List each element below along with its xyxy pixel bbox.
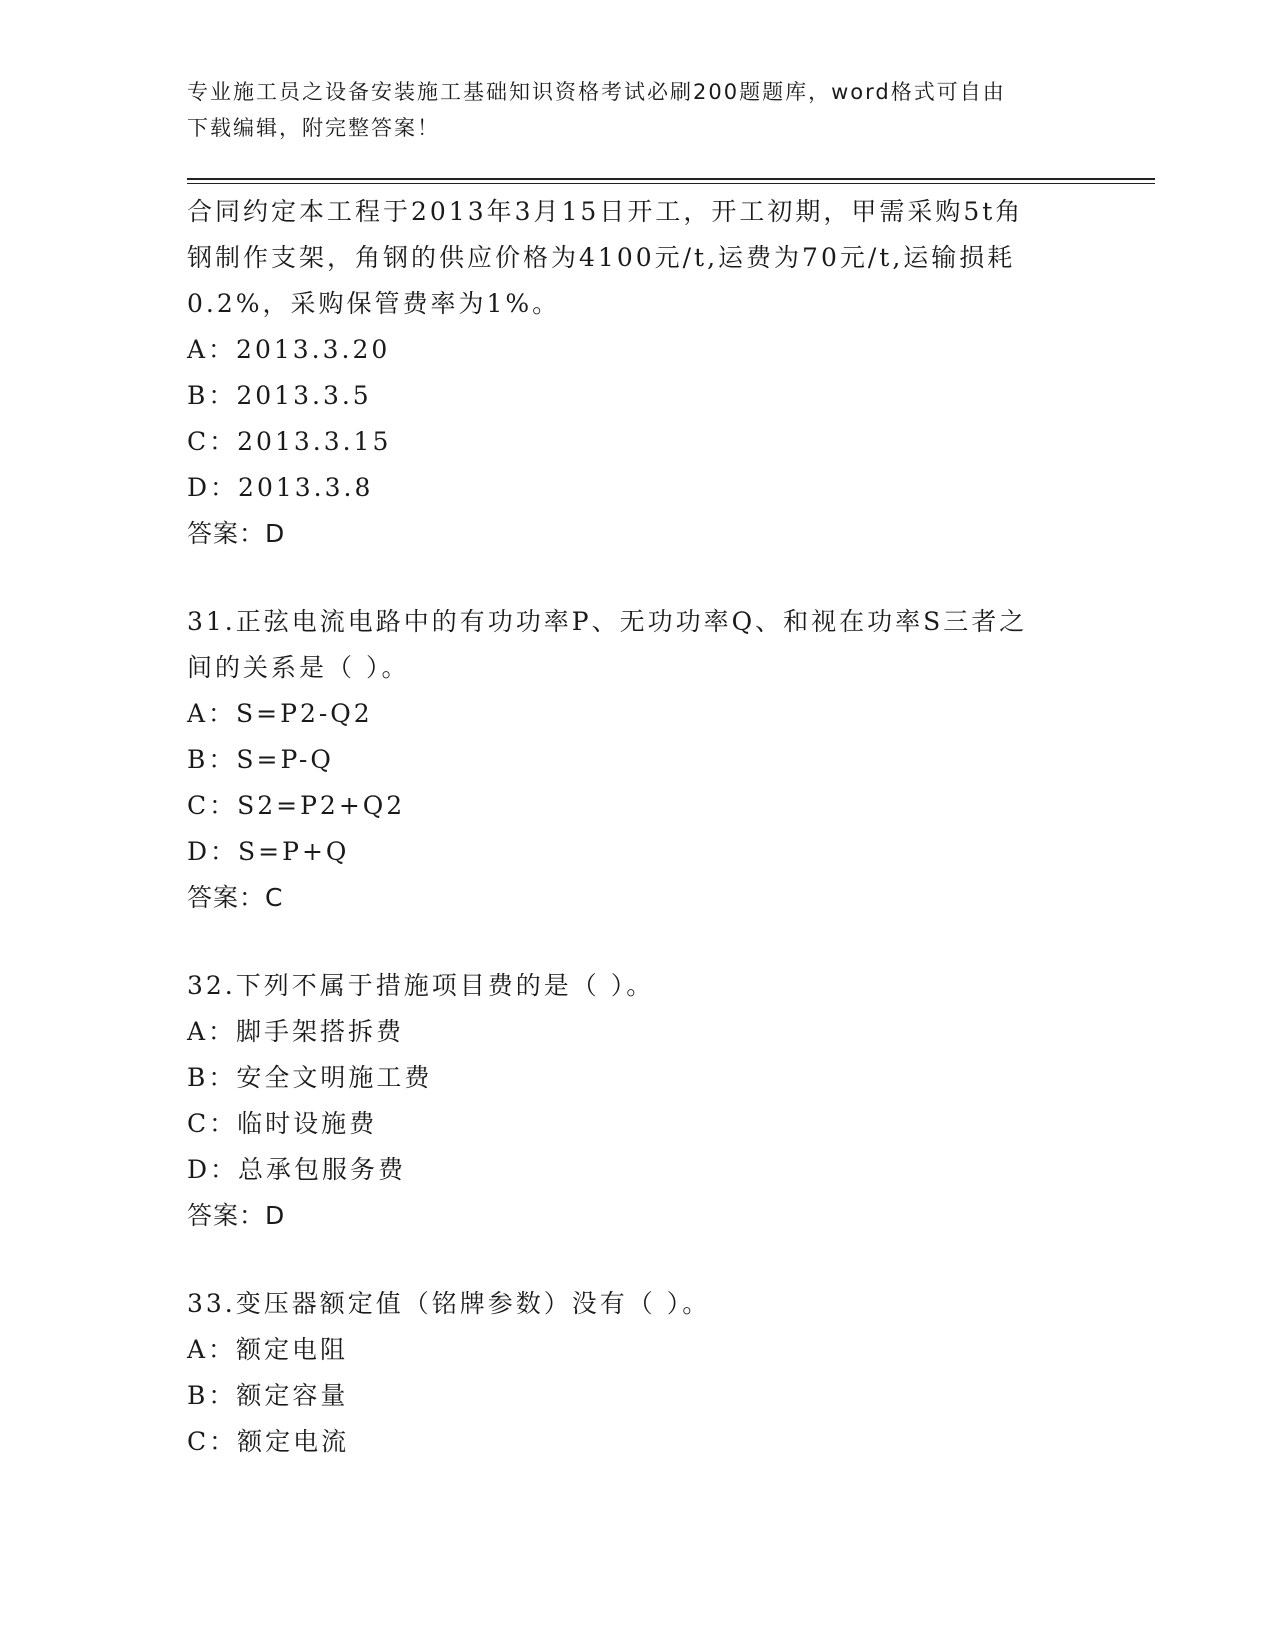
option-c: C：S2=P2+Q2 (187, 791, 406, 820)
option-b: B：安全文明施工费 (187, 1063, 433, 1092)
question-30 (187, 189, 1087, 557)
question-spacer (187, 921, 1087, 963)
document-header (187, 74, 1067, 146)
question-stem: 钢制作支架，角钢的供应价格为4100元/t,运费为70元/t,运输损耗 (187, 243, 1016, 272)
option-c: C：2013.3.15 (187, 427, 392, 456)
option-d: D：总承包服务费 (187, 1155, 407, 1184)
option-a: A：脚手架搭拆费 (187, 1017, 405, 1046)
option-b: B：2013.3.5 (187, 381, 372, 410)
question-list (187, 189, 1087, 1465)
question-stem: 0.2%，采购保管费率为1%。 (187, 289, 561, 318)
option-c: C：额定电流 (187, 1427, 350, 1456)
question-spacer (187, 1239, 1087, 1281)
option-c: C：临时设施费 (187, 1109, 378, 1138)
question-33 (187, 1281, 1087, 1465)
question-32 (187, 963, 1087, 1239)
header-line-2: 下载编辑，附完整答案！ (187, 116, 440, 140)
option-d: D：S=P+Q (187, 837, 350, 866)
option-a: A：S=P2-Q2 (187, 699, 373, 728)
option-a: A：2013.3.20 (187, 335, 391, 364)
question-stem: 间的关系是（ ）。 (187, 653, 410, 682)
option-b: B：额定容量 (187, 1381, 349, 1410)
question-31 (187, 599, 1087, 921)
header-line-1: 专业施工员之设备安装施工基础知识资格考试必刷200题题库，word格式可自由 (187, 80, 1006, 104)
question-stem: 合同约定本工程于2013年3月15日开工，开工初期，甲需采购5t角 (187, 197, 1024, 226)
option-d: D：2013.3.8 (187, 473, 374, 502)
question-stem: 32.下列不属于措施项目费的是（ ）。 (187, 971, 655, 1000)
question-stem: 33.变压器额定值（铭牌参数）没有（ ）。 (187, 1289, 711, 1318)
answer-line: 答案：C (187, 883, 284, 912)
question-stem: 31.正弦电流电路中的有功功率P、无功功率Q、和视在功率S三者之 (187, 607, 1028, 636)
header-divider-thick (187, 178, 1155, 180)
answer-line: 答案：D (187, 519, 286, 548)
option-a: A：额定电阻 (187, 1335, 349, 1364)
header-divider-thin (187, 183, 1155, 184)
option-b: B：S=P-Q (187, 745, 334, 774)
question-spacer (187, 557, 1087, 599)
answer-line: 答案：D (187, 1201, 286, 1230)
